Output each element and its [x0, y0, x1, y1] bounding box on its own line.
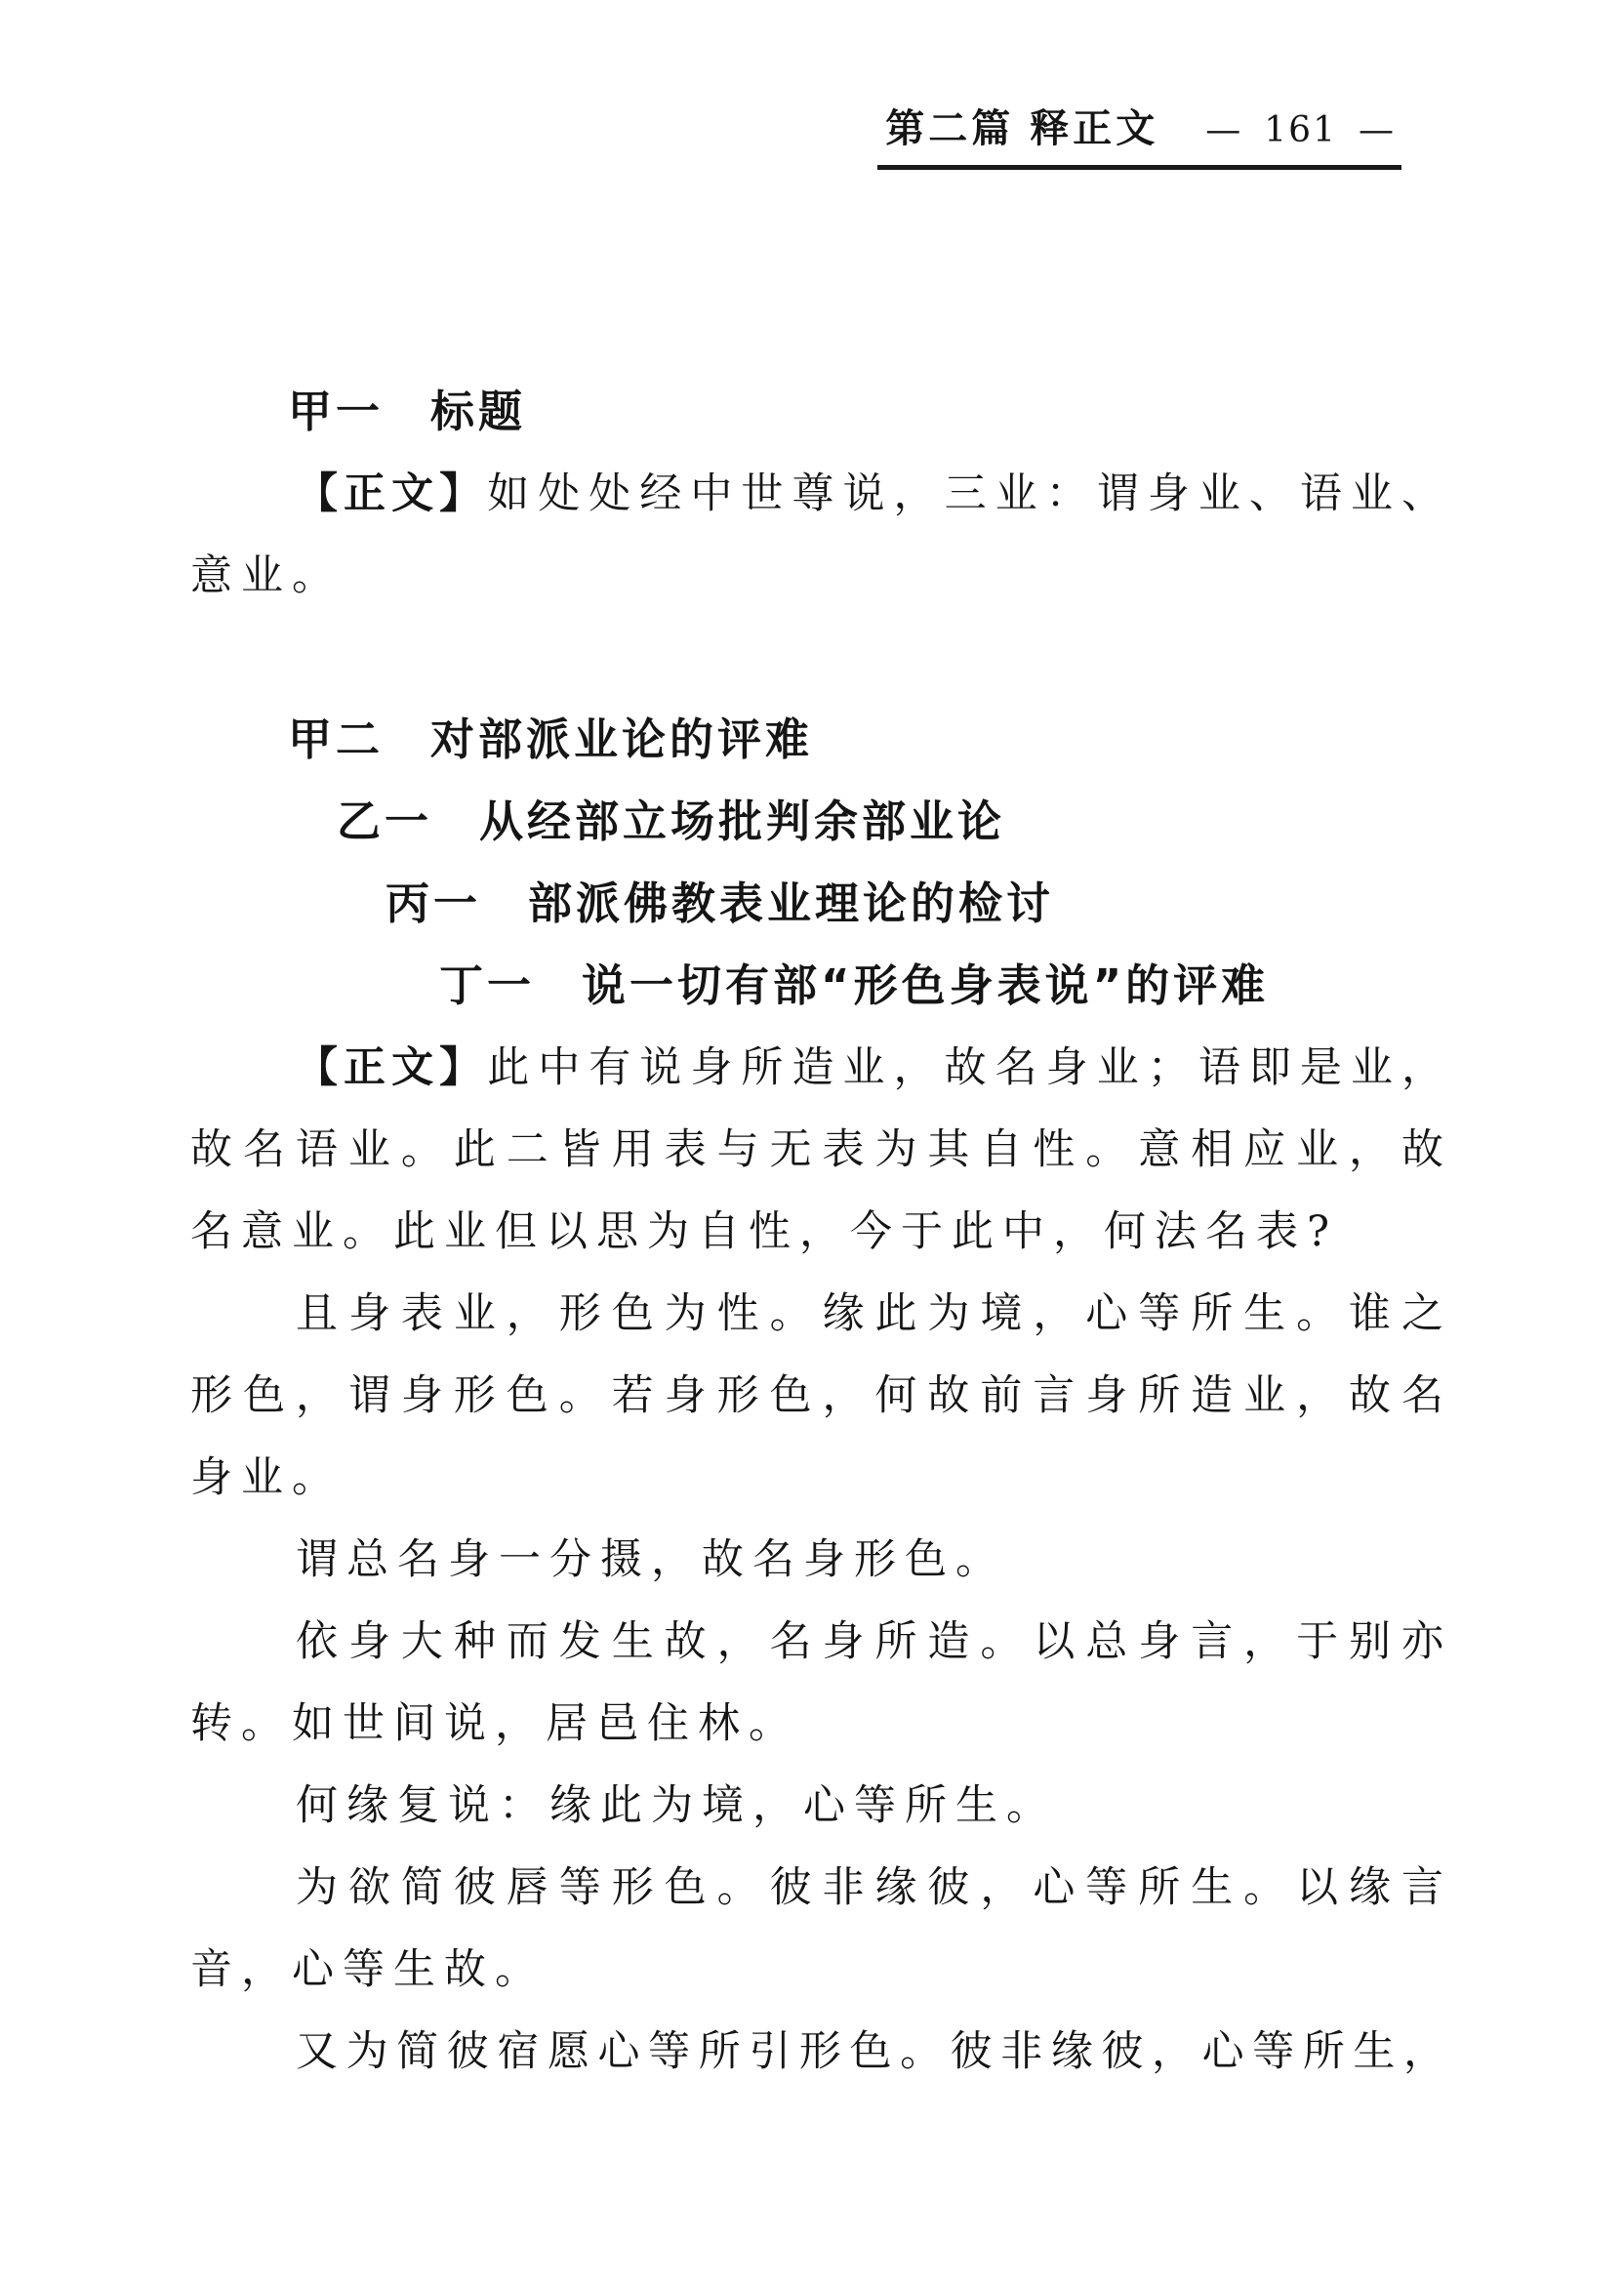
body-text: 名意业。此业但以思为自性，今于此中，何法名表? — [190, 1207, 1339, 1256]
text-line — [190, 1847, 1449, 1929]
heading-line — [190, 863, 1449, 945]
text-line — [190, 1765, 1449, 1847]
heading-title: 部派佛教表业理论的检讨 — [528, 877, 1055, 929]
text-line — [190, 453, 1449, 535]
body-text: 谓总名身一分摄，故名身形色。 — [296, 1535, 1006, 1584]
heading-label: 丙一 — [386, 877, 482, 929]
body-text: 此中有说身所造业，故名身业；语即是业， — [487, 1043, 1450, 1092]
text-line — [190, 1519, 1449, 1601]
body-text: 意业。 — [190, 551, 343, 600]
text-line — [190, 1437, 1449, 1519]
body-text: 何缘复说：缘此为境，心等所生。 — [296, 1781, 1057, 1830]
text-line — [190, 1683, 1449, 1765]
heading-label: 丁一 — [439, 959, 536, 1011]
header-section: 第二篇 — [885, 106, 1015, 151]
body-text: 音，心等生故。 — [190, 1945, 546, 1994]
source-text-tag: 【正文】 — [296, 469, 488, 518]
heading-line — [190, 371, 1449, 453]
text-line — [190, 1601, 1449, 1683]
header-chapter-title: 释正文 — [1030, 106, 1159, 151]
body-text: 转。如世间说，居邑住林。 — [190, 1699, 799, 1748]
body-text: 依身大种而发生故，名身所造。以总身言，于别亦 — [296, 1617, 1449, 1666]
text-line — [190, 535, 1449, 617]
source-text-tag: 【正文】 — [296, 1043, 488, 1092]
body-text: 形色，谓身形色。若身形色，何故前言身所造业，故名 — [190, 1371, 1449, 1420]
heading-label: 甲二 — [288, 714, 385, 765]
text-line — [190, 1191, 1449, 1273]
heading-title: 从经部立场批判余部业论 — [479, 795, 1006, 847]
blank-line — [190, 617, 1449, 699]
header-dash-left: — — [1205, 110, 1243, 150]
text-line — [190, 1929, 1449, 2011]
heading-title: 对部派业论的评难 — [430, 714, 814, 765]
body-text: 如处处经中世尊说，三业：谓身业、语业、 — [487, 469, 1450, 518]
heading-title: 说一切有部“形色身表说”的评难 — [582, 959, 1270, 1011]
text-line — [190, 2011, 1449, 2093]
heading-label: 甲一 — [288, 386, 385, 437]
header-page-number — [1205, 110, 1396, 150]
heading-line — [190, 945, 1449, 1027]
heading-label: 乙一 — [337, 795, 433, 847]
text-line — [190, 1355, 1449, 1437]
body-text: 身业。 — [190, 1453, 343, 1502]
body-text: 且身表业，形色为性。缘此为境，心等所生。谁之 — [296, 1289, 1449, 1338]
heading-line — [190, 699, 1449, 781]
heading-title: 标题 — [430, 386, 527, 437]
text-line — [190, 1027, 1449, 1109]
header-dash-right: — — [1359, 110, 1396, 150]
body-text: 又为简彼宿愿心等所引形色。彼非缘彼，心等所生， — [296, 2027, 1449, 2076]
page-number-value: 161 — [1264, 110, 1337, 150]
heading-line — [190, 781, 1449, 863]
text-line — [190, 1273, 1449, 1355]
body-text: 为欲简彼唇等形色。彼非缘彼，心等所生。以缘言 — [296, 1863, 1449, 1912]
body-text: 故名语业。此二皆用表与无表为其自性。意相应业，故 — [190, 1125, 1449, 1174]
text-column — [190, 371, 1449, 2093]
page-header — [877, 98, 1401, 170]
text-line — [190, 1109, 1449, 1191]
